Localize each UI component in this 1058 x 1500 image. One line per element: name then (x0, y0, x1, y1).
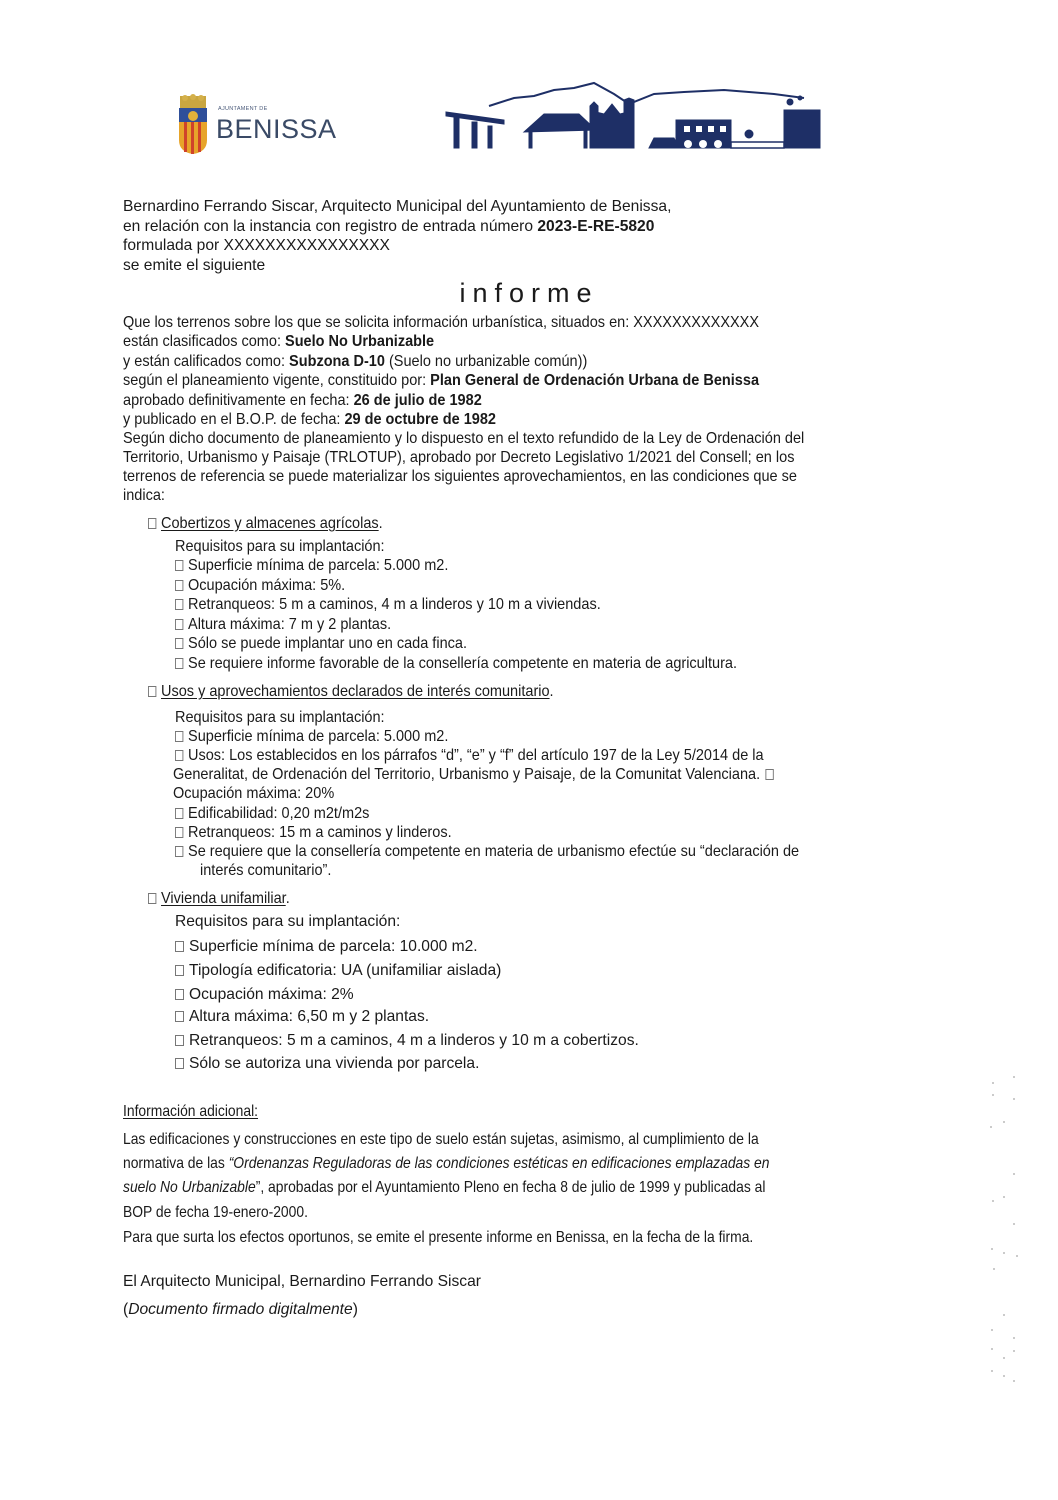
checkbox-glyph-icon (175, 989, 184, 1000)
body-para-line-1: Según dicho documento de planeamiento y lo dispuesto en el texto refundido de la Ley de Ordenación del (123, 430, 805, 447)
body-line-3 (123, 352, 587, 371)
section-3-item (175, 1054, 479, 1073)
document-title: informe (459, 278, 599, 308)
item-text: Se requiere informe favorable de la consellería competente en materia de agricultura. (188, 655, 737, 672)
section-3-title: Vivienda unifamiliar. (148, 889, 290, 908)
item-text: Usos: Los establecidos en los párrafos “d”, “e” y “f” del artículo 197 de la Ley 5/2014 de la (188, 747, 764, 764)
item-text: Altura máxima: 6,50 m y 2 plantas. (189, 1008, 430, 1025)
paren-open: ( (123, 1301, 129, 1318)
item-text: Retranqueos: 5 m a caminos, 4 m a linderos y 10 m a cobertizos. (189, 1032, 639, 1049)
section-3-item (175, 1031, 639, 1050)
checkbox-glyph-icon (175, 750, 183, 761)
item-text: Retranqueos: 15 m a caminos y linderos. (188, 824, 452, 841)
coat-of-arms-icon (176, 94, 210, 156)
section-1-title: Cobertizos y almacenes agrícolas. (148, 514, 383, 533)
adicional-line-1: Las edificaciones y construcciones en este tipo de suelo están sujetas, asimismo, al cumplimiento de la (123, 1131, 759, 1148)
checkbox-glyph-icon (148, 686, 156, 697)
item-text: Edificabilidad: 0,20 m2t/m2s (188, 805, 370, 822)
item-text: Sólo se autoriza una vivienda por parcela. (189, 1055, 480, 1072)
checkbox-glyph-icon (175, 941, 184, 952)
section-2-title: Usos y aprovechamientos declarados de interés comunitario. (148, 682, 554, 701)
section-2-item (175, 727, 448, 746)
checkbox-glyph-icon (175, 1011, 184, 1022)
adicional-line-3 (123, 1178, 765, 1197)
item-text: Superficie mínima de parcela: 5.000 m2. (188, 557, 449, 574)
section-2-item-cont: interés comunitario”. (200, 862, 332, 879)
section-1-item (175, 595, 601, 614)
intro-line-4: se emite el siguiente (123, 257, 266, 274)
calificacion: Subzona D-10 (289, 353, 385, 370)
body-para-line-2: Territorio, Urbanismo y Paisaje (TRLOTUP), aprobado por Decreto Legislativo 1/2021 del Consell; en los (123, 449, 795, 466)
checkbox-glyph-icon (175, 1058, 184, 1069)
checkbox-glyph-icon (175, 580, 183, 591)
body-line-5 (123, 391, 482, 410)
intro-line-1: Bernardino Ferrando Siscar, Arquitecto Municipal del Ayuntamiento de Benissa, (123, 198, 672, 215)
body-line-5-text: aprobado definitivamente en fecha: (123, 392, 354, 409)
body-line-6 (123, 410, 496, 429)
firma-line-2 (123, 1300, 358, 1319)
item-text: Altura máxima: 7 m y 2 plantas. (188, 616, 392, 633)
body-line-6-text: y publicado en el B.O.P. de fecha: (123, 411, 345, 428)
adicional-line-5: Para que surta los efectos oportunos, se emite el presente informe en Benissa, en la fecha de la firma. (123, 1229, 754, 1246)
item-text: Sólo se puede implantar uno en cada finca. (188, 635, 467, 652)
section-3-requisitos: Requisitos para su implantación: (175, 913, 401, 930)
section-2-item-cont (173, 765, 774, 784)
town-skyline-icon (444, 80, 829, 155)
adicional-line-2-text: normativa de las (123, 1155, 229, 1172)
checkbox-glyph-icon (175, 731, 183, 742)
body-line-1: Que los terrenos sobre los que se solicita información urbanística, situados en: XXXXXXXXXXXXX (123, 314, 760, 331)
fecha-aprobacion: 26 de julio de 1982 (353, 392, 482, 409)
section-2-item (175, 746, 764, 765)
checkbox-glyph-icon (175, 808, 183, 819)
section-1-item (175, 576, 345, 595)
checkbox-glyph-icon (175, 1035, 184, 1046)
benissa-logo (176, 94, 341, 156)
intro-line-3: formulada por XXXXXXXXXXXXXXXX (123, 237, 390, 254)
section-3-item (175, 937, 478, 956)
body-line-2-text: están clasificados como: (123, 333, 286, 350)
body-line-4-text: según el planeamiento vigente, constituido por: (123, 372, 431, 389)
item-text: Tipología edificatoria: UA (unifamiliar aislada) (189, 962, 502, 979)
body-line-2 (123, 332, 434, 351)
adicional-line-2 (123, 1154, 770, 1173)
item-text: Superficie mínima de parcela: 5.000 m2. (188, 728, 449, 745)
body-line-4 (123, 371, 759, 390)
section-3-title-text: Vivienda unifamiliar (161, 890, 286, 907)
registro-number: 2023-E-RE-5820 (537, 218, 655, 235)
adicional-line-3-text: ”, aprobadas por el Ayuntamiento Pleno en fecha 8 de julio de 1999 y publicadas al (255, 1179, 766, 1196)
skyline-logo (444, 80, 829, 155)
body-line-3-text: y están calificados como: (123, 353, 290, 370)
checkbox-glyph-icon (175, 846, 183, 857)
checkbox-glyph-icon (175, 827, 183, 838)
checkbox-glyph-icon (175, 619, 183, 630)
section-1-title-text: Cobertizos y almacenes agrícolas (161, 515, 379, 532)
checkbox-glyph-icon (175, 965, 184, 976)
section-2-requisitos: Requisitos para su implantación: (175, 709, 385, 726)
item-text: Generalitat, de Ordenación del Territorio, Urbanismo y Paisaje, de la Comunitat Valenciana. (173, 766, 761, 783)
checkbox-glyph-icon (766, 769, 774, 780)
section-1-item (175, 654, 737, 673)
firma-digital-note: Documento firmado digitalmente (128, 1301, 353, 1318)
checkbox-glyph-icon (148, 518, 156, 529)
intro-line-2-text: en relación con la instancia con registro de entrada número (123, 218, 538, 235)
ordenanzas-title: “Ordenanzas Reguladoras de las condiciones estéticas en edificaciones emplazadas en (228, 1155, 770, 1172)
checkbox-glyph-icon (148, 893, 156, 904)
body-line-3-suffix: (Suelo no urbanizable común)) (384, 353, 588, 370)
section-1-item (175, 615, 391, 634)
section-1-item (175, 556, 448, 575)
section-2-item: Ocupación máxima: 20% (173, 785, 335, 802)
intro-line-2 (123, 217, 654, 236)
adicional-heading-text: Información adicional: (123, 1103, 259, 1120)
section-2-item (175, 842, 799, 861)
fecha-bop: 29 de octubre de 1982 (344, 411, 496, 428)
adicional-line-4: BOP de fecha 19-enero-2000. (123, 1204, 308, 1221)
body-para-line-4: indica: (123, 487, 165, 504)
logo-small-text: AJUNTAMENT DE (218, 106, 268, 112)
item-text: Se requiere que la consellería competente en materia de urbanismo efectúe su “declaración de (188, 843, 800, 860)
section-3-item (175, 1007, 429, 1026)
section-3-item (175, 985, 354, 1004)
section-1-item (175, 634, 467, 653)
section-1-requisitos: Requisitos para su implantación: (175, 538, 385, 555)
section-3-item (175, 961, 501, 980)
section-2-item (175, 823, 452, 842)
section-2-item (175, 804, 369, 823)
firma-line-1: El Arquitecto Municipal, Bernardino Ferrando Siscar (123, 1273, 481, 1290)
clasificacion: Suelo No Urbanizable (285, 333, 435, 350)
ordenanzas-title-end: suelo No Urbanizable (123, 1179, 256, 1196)
body-para-line-3: terrenos de referencia se puede materializar los siguientes aprovechamientos, en las condiciones que se (123, 468, 797, 485)
checkbox-glyph-icon (175, 638, 183, 649)
paren-close: ) (352, 1301, 358, 1318)
adicional-heading (123, 1102, 258, 1121)
item-text: Retranqueos: 5 m a caminos, 4 m a linderos y 10 m a viviendas. (188, 596, 601, 613)
checkbox-glyph-icon (175, 560, 183, 571)
checkbox-glyph-icon (175, 599, 183, 610)
logo-name: BENISSA (216, 114, 337, 144)
item-text: Superficie mínima de parcela: 10.000 m2. (189, 938, 478, 955)
section-2-title-text: Usos y aprovechamientos declarados de interés comunitario (161, 683, 550, 700)
item-text: Ocupación máxima: 2% (189, 986, 354, 1003)
checkbox-glyph-icon (175, 658, 183, 669)
item-text: Ocupación máxima: 5%. (188, 577, 346, 594)
planeamiento: Plan General de Ordenación Urbana de Benissa (430, 372, 760, 389)
